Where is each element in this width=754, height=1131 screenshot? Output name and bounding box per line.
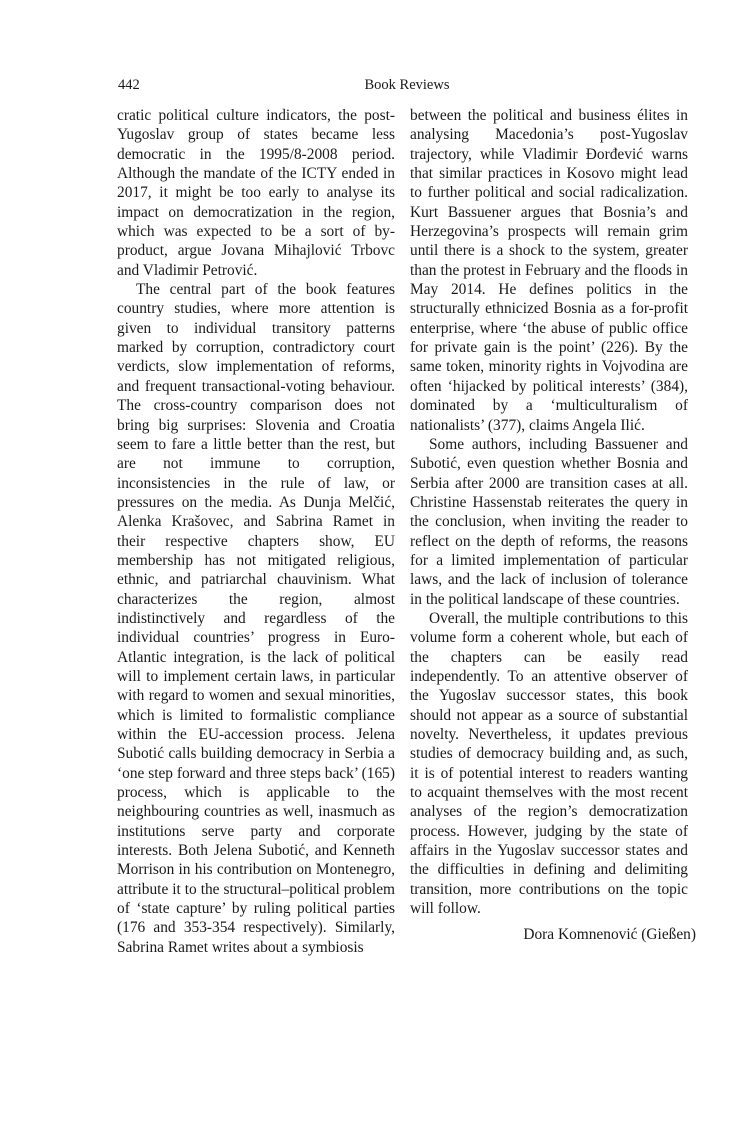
page-header <box>118 74 696 96</box>
running-head: Book Reviews <box>364 77 450 93</box>
paragraph-overall: Overall, the multiple contributions to this volume form a coherent whole, but each of the chapters can be easily read independently. To an attentive observer of the Yugoslav successor states, this book should not appear as a source of substantial novelty. Nevertheless, it updates previous studies of democracy building and, as such, it is of potential interest to readers wanting to acquaint themselves with the most recent analyses of the region’s democratization process. However, judging by the state of affairs in the Yugoslav successor states and the difficulties in defining and delimiting transition, more contributions on the topic will follow. <box>410 609 688 918</box>
paragraph-country-studies: The central part of the book features country studies, where more attention is given to individual transitory patterns marked by corruption, contradictory court verdicts, slow implementation of reforms, and frequent transactional-voting behaviour. The cross-country comparison does not bring big surprises: Slovenia and Croatia seem to fare a little better than the rest, but are not immune to corruption, inconsistencies in the rule of law, or pressures on the media. As Dunja Melčić, Alenka Krašovec, and Sabrina Ramet in their respective chapters show, EU membership has not mitigated religious, ethnic, and patriarchal chauvinism. What characterizes the region, almost indistinctively and regardless of the individual countries’ progress in Euro-Atlantic integration, is the lack of political will to implement certain laws, in particular with regard to women and sexual minorities, which is limited to formalistic compliance within the EU-accession process. Jelena Subotić calls building democracy in Serbia a ‘one step forward and three steps back’ (165) process, which is applicable to the neighbouring countries as well, inasmuch as institutions serve party and corporate interests. Both Jelena Subotić, and Kenneth Morrison in his contribution on Montenegro, attribute it to the structural–political problem of ‘state capture’ by ruling political parties (176 and 353-354 respectively). Similarly, Sabrina Ramet writes about a symbiosis <box>117 281 395 956</box>
paragraph-continuation: cratic political culture indicators, the post-Yugoslav group of states became less democratic in the 1995/8-2008 period. Although the mandate of the ICTY ended in 2017, it might be too early to analyse its impact on democratization in the region, which was expected to be a sort of by-product, argue Jovana Mihajlović Trbovc and Vladimir Petrović. <box>117 107 395 279</box>
page-number: 442 <box>118 77 140 93</box>
paragraph-continuation: between the political and business élites in analysing Macedonia’s post-Yugoslav trajectory, while Vladimir Đorđević warns that similar practices in Kosovo might lead to further political and social radicalization. Kurt Bassuener argues that Bosnia’s and Herzegovina’s prospects will remain grim until there is a shock to the system, greater than the protest in February and the floods in May 2014. He defines politics in the structurally ethnicized Bosnia as a for-profit enterprise, where ‘the abuse of public office for private gain is the point’ (226). By the same token, minority rights in Vojvodina are often ‘hijacked by political interests’ (384), dominated by a ‘multiculturalism of nationalists’ (377), claims Angela Ilić. <box>410 107 688 434</box>
paragraph-transition-question: Some authors, including Bassuener and Subotić, even question whether Bosnia and Serbia after 2000 are transition cases at all. Christine Hassenstab reiterates the query in the conclusion, when inviting the reader to reflect on the depth of reforms, the reasons for a limited implementation of particular laws, and the lack of inclusion of tolerance in the political landscape of these countries. <box>410 435 688 608</box>
reviewer-signature: Dora Komnenović (Gießen) <box>523 926 696 943</box>
right-column <box>410 106 688 918</box>
left-column <box>117 106 395 957</box>
